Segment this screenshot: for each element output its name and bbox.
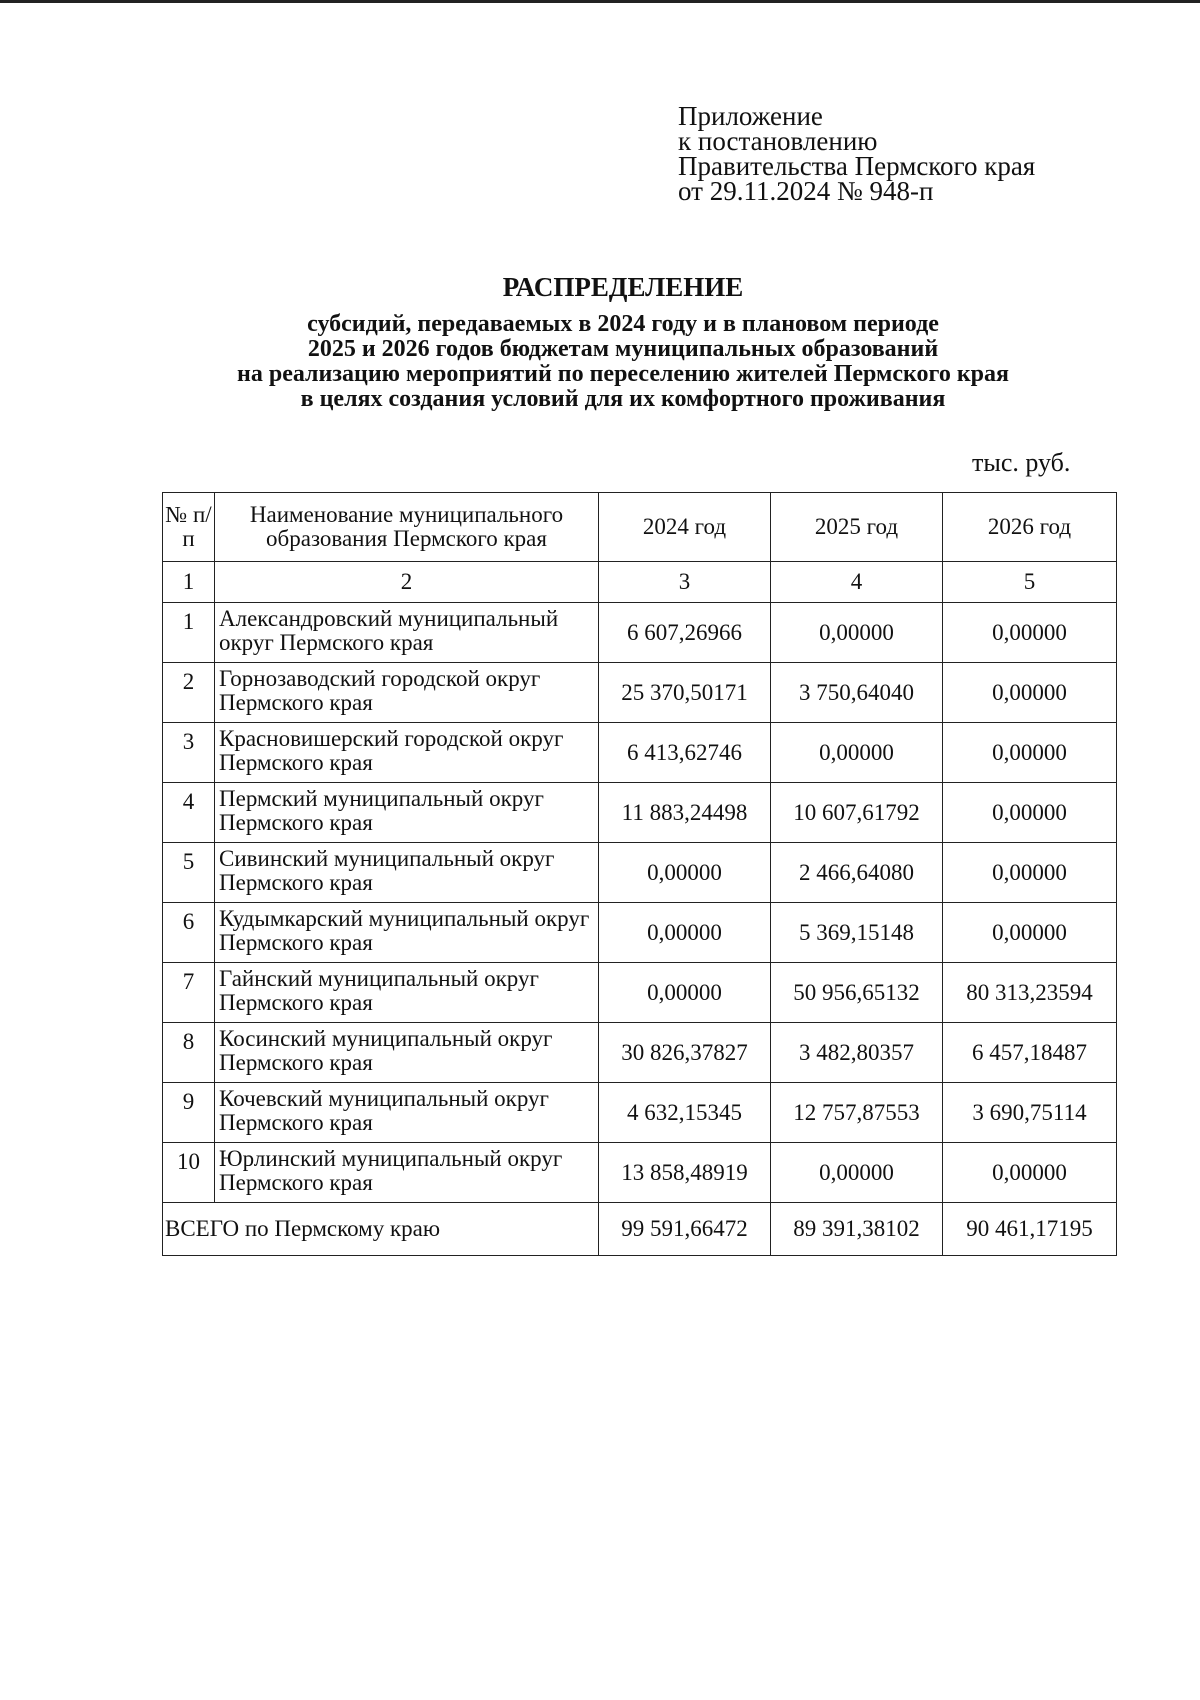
value-2024: 0,00000	[599, 843, 771, 903]
column-index: 1	[163, 562, 215, 603]
municipality-name: Юрлинский муниципальный округ Пермского края	[215, 1143, 599, 1203]
value-2025: 10 607,61792	[771, 783, 943, 843]
row-number: 4	[163, 783, 215, 843]
column-index: 2	[215, 562, 599, 603]
table-row	[163, 663, 1117, 723]
appendix-line: от 29.11.2024 № 948-п	[678, 176, 934, 206]
document-title: РАСПРЕДЕЛЕНИЕ	[502, 272, 744, 302]
municipality-name: Кудымкарский муниципальный округ Пермского края	[215, 903, 599, 963]
row-number: 5	[163, 843, 215, 903]
value-2025: 0,00000	[771, 603, 943, 663]
municipality-name: Сивинский муниципальный округ Пермского края	[215, 843, 599, 903]
total-2024: 99 591,66472	[599, 1203, 771, 1256]
heading-line: в целях создания условий для их комфортного проживания	[300, 386, 946, 412]
value-2026: 0,00000	[943, 723, 1117, 783]
column-index-row	[163, 562, 1117, 603]
heading-line: субсидий, передаваемых в 2024 году и в плановом периоде	[307, 311, 939, 337]
value-2026: 0,00000	[943, 603, 1117, 663]
table-row	[163, 1143, 1117, 1203]
table-row	[163, 783, 1117, 843]
row-number: 1	[163, 603, 215, 663]
table-row	[163, 1083, 1117, 1143]
column-index: 4	[771, 562, 943, 603]
value-2026: 0,00000	[943, 663, 1117, 723]
heading-line: на реализацию мероприятий по переселению жителей Пермского края	[237, 361, 1009, 387]
value-2025: 5 369,15148	[771, 903, 943, 963]
header-2025: 2025 год	[771, 493, 943, 562]
value-2026: 6 457,18487	[943, 1023, 1117, 1083]
appendix-line: Приложение	[678, 101, 823, 131]
value-2024: 25 370,50171	[599, 663, 771, 723]
value-2026: 0,00000	[943, 843, 1117, 903]
value-2024: 30 826,37827	[599, 1023, 771, 1083]
municipality-name: Косинский муниципальный округ Пермского края	[215, 1023, 599, 1083]
appendix-line: к постановлению	[678, 126, 878, 156]
municipality-name: Пермский муниципальный округ Пермского края	[215, 783, 599, 843]
subsidy-table	[162, 492, 1117, 1256]
value-2024: 4 632,15345	[599, 1083, 771, 1143]
table-row	[163, 963, 1117, 1023]
value-2025: 12 757,87553	[771, 1083, 943, 1143]
municipality-name: Горнозаводский городской округ Пермского края	[215, 663, 599, 723]
row-number: 8	[163, 1023, 215, 1083]
header-number: № п/п	[163, 493, 215, 562]
row-number: 6	[163, 903, 215, 963]
value-2025: 0,00000	[771, 723, 943, 783]
value-2026: 0,00000	[943, 903, 1117, 963]
column-index: 3	[599, 562, 771, 603]
value-2025: 0,00000	[771, 1143, 943, 1203]
column-index: 5	[943, 562, 1117, 603]
total-row	[163, 1203, 1117, 1256]
header-2026: 2026 год	[943, 493, 1117, 562]
municipality-name: Красновишерский городской округ Пермского края	[215, 723, 599, 783]
value-2024: 6 413,62746	[599, 723, 771, 783]
value-2024: 6 607,26966	[599, 603, 771, 663]
value-2025: 3 482,80357	[771, 1023, 943, 1083]
table-row	[163, 603, 1117, 663]
table-row	[163, 1023, 1117, 1083]
value-2024: 0,00000	[599, 963, 771, 1023]
municipality-name: Гайнский муниципальный округ Пермского края	[215, 963, 599, 1023]
total-2025: 89 391,38102	[771, 1203, 943, 1256]
row-number: 7	[163, 963, 215, 1023]
value-2024: 11 883,24498	[599, 783, 771, 843]
value-2025: 3 750,64040	[771, 663, 943, 723]
heading-line: 2025 и 2026 годов бюджетам муниципальных образований	[307, 336, 939, 362]
row-number: 2	[163, 663, 215, 723]
municipality-name: Александровский муниципальный округ Пермского края	[215, 603, 599, 663]
value-2026: 0,00000	[943, 783, 1117, 843]
total-label: ВСЕГО по Пермскому краю	[163, 1203, 599, 1256]
table-row	[163, 843, 1117, 903]
row-number: 9	[163, 1083, 215, 1143]
value-2025: 2 466,64080	[771, 843, 943, 903]
header-2024: 2024 год	[599, 493, 771, 562]
value-2026: 3 690,75114	[943, 1083, 1117, 1143]
table-row	[163, 903, 1117, 963]
value-2026: 0,00000	[943, 1143, 1117, 1203]
document-heading	[0, 272, 1200, 412]
table-row	[163, 723, 1117, 783]
value-2024: 0,00000	[599, 903, 771, 963]
page-top-edge	[0, 0, 1200, 3]
row-number: 3	[163, 723, 215, 783]
appendix-block	[678, 101, 1036, 206]
appendix-line: Правительства Пермского края	[678, 151, 1036, 181]
value-2026: 80 313,23594	[943, 963, 1117, 1023]
units-label: тыс. руб.	[972, 448, 1071, 477]
municipality-name: Кочевский муниципальный округ Пермского края	[215, 1083, 599, 1143]
row-number: 10	[163, 1143, 215, 1203]
header-name: Наименование муниципального образования Пермского края	[215, 493, 599, 562]
total-2026: 90 461,17195	[943, 1203, 1117, 1256]
value-2024: 13 858,48919	[599, 1143, 771, 1203]
value-2025: 50 956,65132	[771, 963, 943, 1023]
table-header-row	[163, 493, 1117, 562]
